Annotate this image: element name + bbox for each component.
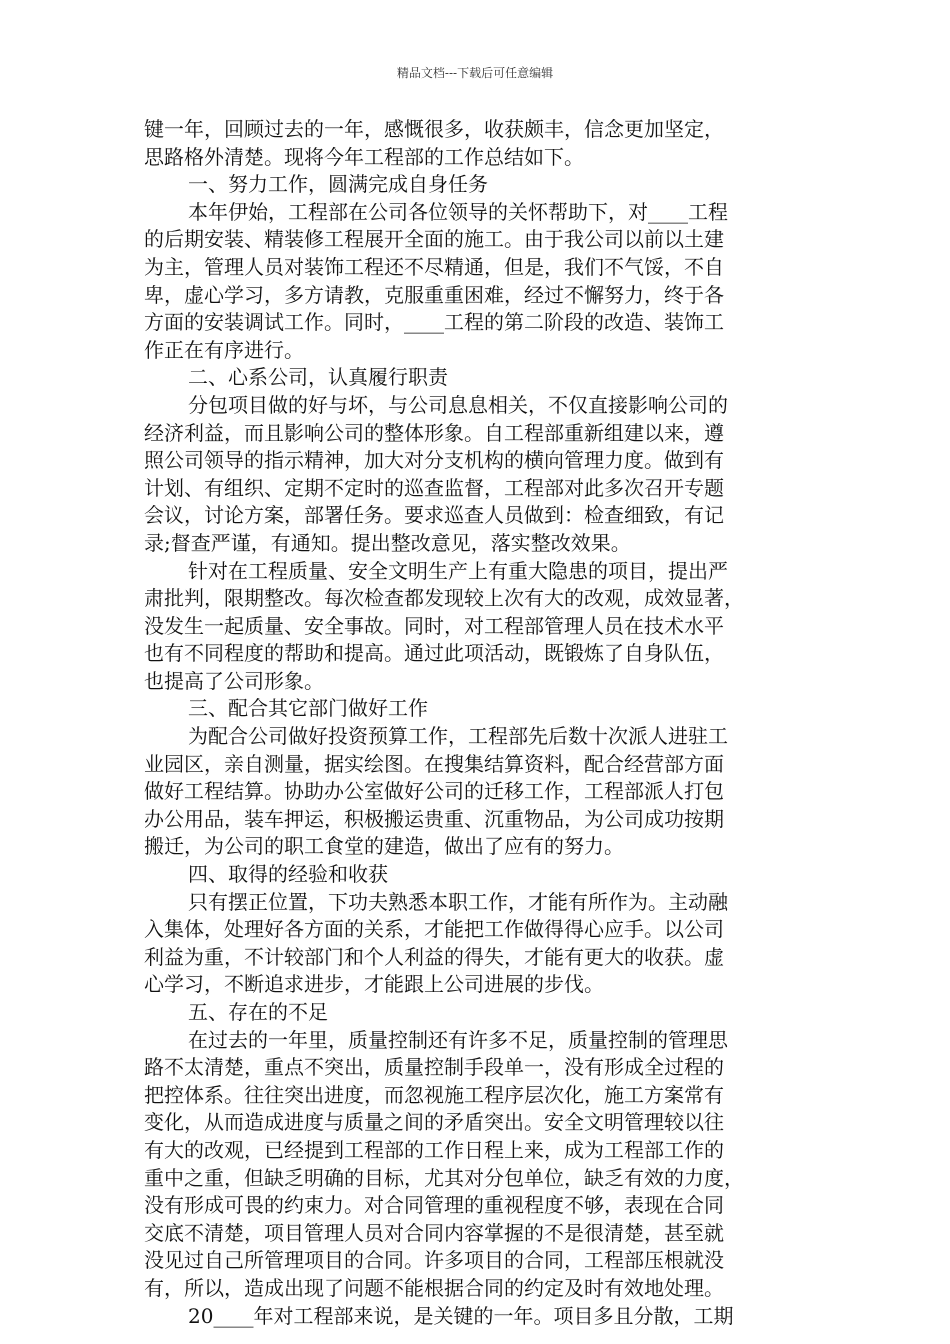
text-line: 入集体，处理好各方面的关系，才能把工作做得得心应手。以公司 [144,917,724,942]
text-line: 计划、有组织、定期不定时的巡查监督，工程部对此多次召开专题 [144,475,724,500]
text-line: 没有形成可畏的约束力。对合同管理的重视程度不够，表现在合同 [144,1193,724,1218]
text-line: 心学习，不断追求进步，才能跟上公司进展的步伐。 [144,972,604,997]
text-line: 重中之重，但缺乏明确的目标，尤其对分包单位，缺乏有效的力度， [144,1165,744,1190]
text-line: 有，所以，造成出现了问题不能根据合同的约定及时有效地处理。 [144,1275,724,1300]
text-line: 录;督查严谨，有通知。提出整改意见，落实整改效果。 [144,530,631,555]
text-line: 思路格外清楚。现将今年工程部的工作总结如下。 [144,144,584,169]
text-line: 为主，管理人员对装饰工程还不尽精通，但是，我们不气馁，不自 [144,254,724,279]
text-line: 办公用品，装车押运，积极搬运贵重、沉重物品，为公司成功按期 [144,806,724,831]
text-line: 四、取得的经验和收获 [188,862,388,887]
text-line: 的后期安装、精装修工程展开全面的施工。由于我公司以前以土建 [144,227,724,252]
text-line: 针对在工程质量、安全文明生产上有重大隐患的项目，提出严 [188,558,728,583]
text-line: 肃批判，限期整改。每次检查都发现较上次有大的改观，成效显著， [144,586,744,611]
text-line: 在过去的一年里，质量控制还有许多不足，质量控制的管理思 [188,1027,728,1052]
text-line: 作正在有序进行。 [144,337,304,362]
text-line: 交底不清楚，项目管理人员对合同内容掌握的不是很清楚，甚至就 [144,1220,724,1245]
text-line: 一、努力工作，圆满完成自身任务 [188,172,488,197]
text-line: 经济利益，而且影响公司的整体形象。自工程部重新组建以来，遵 [144,420,724,445]
text-line: 也提高了公司形象。 [144,668,324,693]
text-line: 二、心系公司，认真履行职责 [188,365,448,390]
text-line: 为配合公司做好投资预算工作，工程部先后数十次派人进驻工 [188,724,728,749]
text-line: 卑，虚心学习，多方请教，克服重重困难，经过不懈努力，终于各 [144,282,724,307]
page-header: 精品文档---下载后可任意编辑 [396,66,554,80]
text-line: 只有摆正位置，下功夫熟悉本职工作，才能有所作为。主动融 [188,889,728,914]
text-line: 五、存在的不足 [188,1000,328,1024]
text-line: 会议，讨论方案，部署任务。要求巡查人员做到：检查细致，有记 [144,503,724,528]
text-line: 没发生一起质量、安全事故。同时，对工程部管理人员在技术水平 [144,613,724,638]
text-line: 也有不同程度的帮助和提高。通过此项活动，既锻炼了自身队伍， [144,641,724,666]
text-line: 做好工程结算。协助办公室做好公司的迁移工作，工程部派人打包 [144,779,724,804]
text-line: 分包项目做的好与坏，与公司息息相关，不仅直接影响公司的 [188,392,728,417]
text-line: 本年伊始，工程部在公司各位领导的关怀帮助下，对____工程 [188,199,728,224]
text-line: 搬迁，为公司的职工食堂的建造，做出了应有的努力。 [144,834,624,859]
text-line: 照公司领导的指示精神，加大对分支机构的横向管理力度。做到有 [144,448,724,473]
text-line: 路不太清楚，重点不突出，质量控制手段单一，没有形成全过程的 [144,1055,724,1080]
text-line: 业园区，亲自测量，据实绘图。在搜集结算资料，配合经营部方面 [144,751,724,776]
text-line: 方面的安装调试工作。同时，____工程的第二阶段的改造、装饰工 [144,310,724,335]
text-line: 把控体系。往往突出进度，而忽视施工程序层次化，施工方案常有 [144,1082,724,1107]
text-line: 有大的改观，已经提到工程部的工作日程上来，成为工程部工作的 [144,1137,724,1162]
text-line: 三、配合其它部门做好工作 [188,696,428,721]
text-line: 变化，从而造成进度与质量之间的矛盾突出。安全文明管理较以往 [144,1110,724,1135]
document-body [144,116,814,1330]
text-line: 键一年，回顾过去的一年，感慨很多，收获颇丰，信念更加坚定， [144,117,724,141]
text-line: 20____年对工程部来说，是关键的一年。项目多且分散，工期 [188,1303,734,1328]
text-line: 利益为重，不计较部门和个人利益的得失，才能有更大的收获。虚 [144,944,724,969]
text-line: 没见过自己所管理项目的合同。许多项目的合同，工程部压根就没 [144,1248,724,1273]
